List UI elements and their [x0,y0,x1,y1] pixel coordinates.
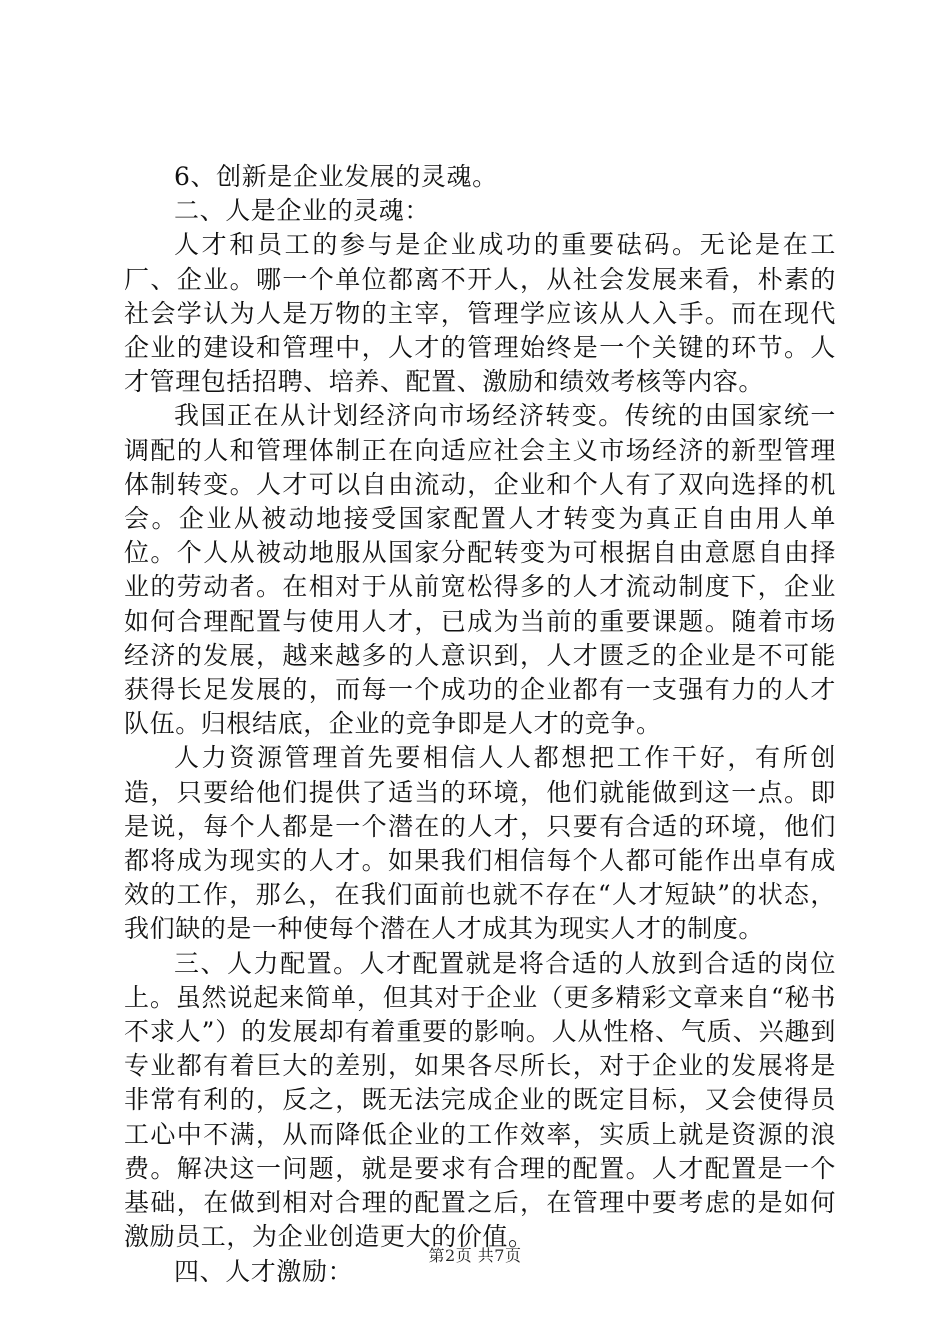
paragraph-hr-management: 人力资源管理首先要相信人人都想把工作干好，有所创造，只要给他们提供了适当的环境，他们就能做到这一点。即是说，每个人都是一个潜在的人才，只要有合适的环境，他们都将成为现实的人才。如果我们相信每个人都可能作出卓有成效的工作，那么，在我们面前也就不存在“人才短缺”的状态，我们缺的是一种使每个潜在人才成其为现实人才的制度。 [124,743,836,944]
paragraph-market-transition: 我国正在从计划经济向市场经济转变。传统的由国家统一调配的人和管理体制正在向适应社会主义市场经济的新型管理体制转变。人才可以自由流动，企业和个人有了双向选择的机会。企业从被动地接受国家配置人才转变为真正自由用人单位。个人从被动地服从国家分配转变为可根据自由意愿自由择业的劳动者。在相对于从前宽松得多的人才流动制度下，企业如何合理配置与使用人才，已成为当前的重要课题。随着市场经济的发展，越来越多的人意识到，人才匮乏的企业是不可能获得长足发展的，而每一个成功的企业都有一支强有力的人才队伍。归根结底，企业的竞争即是人才的竞争。 [124,401,836,739]
heading-people-soul: 二、人是企业的灵魂： [174,196,431,226]
page-number-footer: 第2页 共7页 [428,1246,522,1265]
heading-talent-incentive: 四、人才激励： [174,1256,354,1286]
paragraph-talent-allocation: 三、人力配置。人才配置就是将合适的人放到合适的岗位上。虽然说起来简单，但其对于企业（更多精彩文章来自“秘书不求人”）的发展却有着重要的影响。人从性格、气质、兴趣到专业都有着巨大的差别，如果各尽所长，对于企业的发展将是非常有利的，反之，既无法完成企业的既定目标，又会使得员工心中不满，从而降低企业的工作效率，实质上就是资源的浪费。解决这一问题，就是要求有合理的配置。人才配置是一个基础，在做到相对合理的配置之后，在管理中要考虑的是如何激励员工，为企业创造更大的价值。 [124,948,836,1252]
paragraph-innovation: 6、创新是企业发展的灵魂。 [174,162,498,191]
body-text [124,160,836,1289]
paragraph-talent-participation: 人才和员工的参与是企业成功的重要砝码。无论是在工厂、企业。哪一个单位都离不开人，从社会发展来看，朴素的社会学认为人是万物的主宰，管理学应该从人入手。而在现代企业的建设和管理中，人才的管理始终是一个关键的环节。人才管理包括招聘、培养、配置、激励和绩效考核等内容。 [124,230,836,397]
